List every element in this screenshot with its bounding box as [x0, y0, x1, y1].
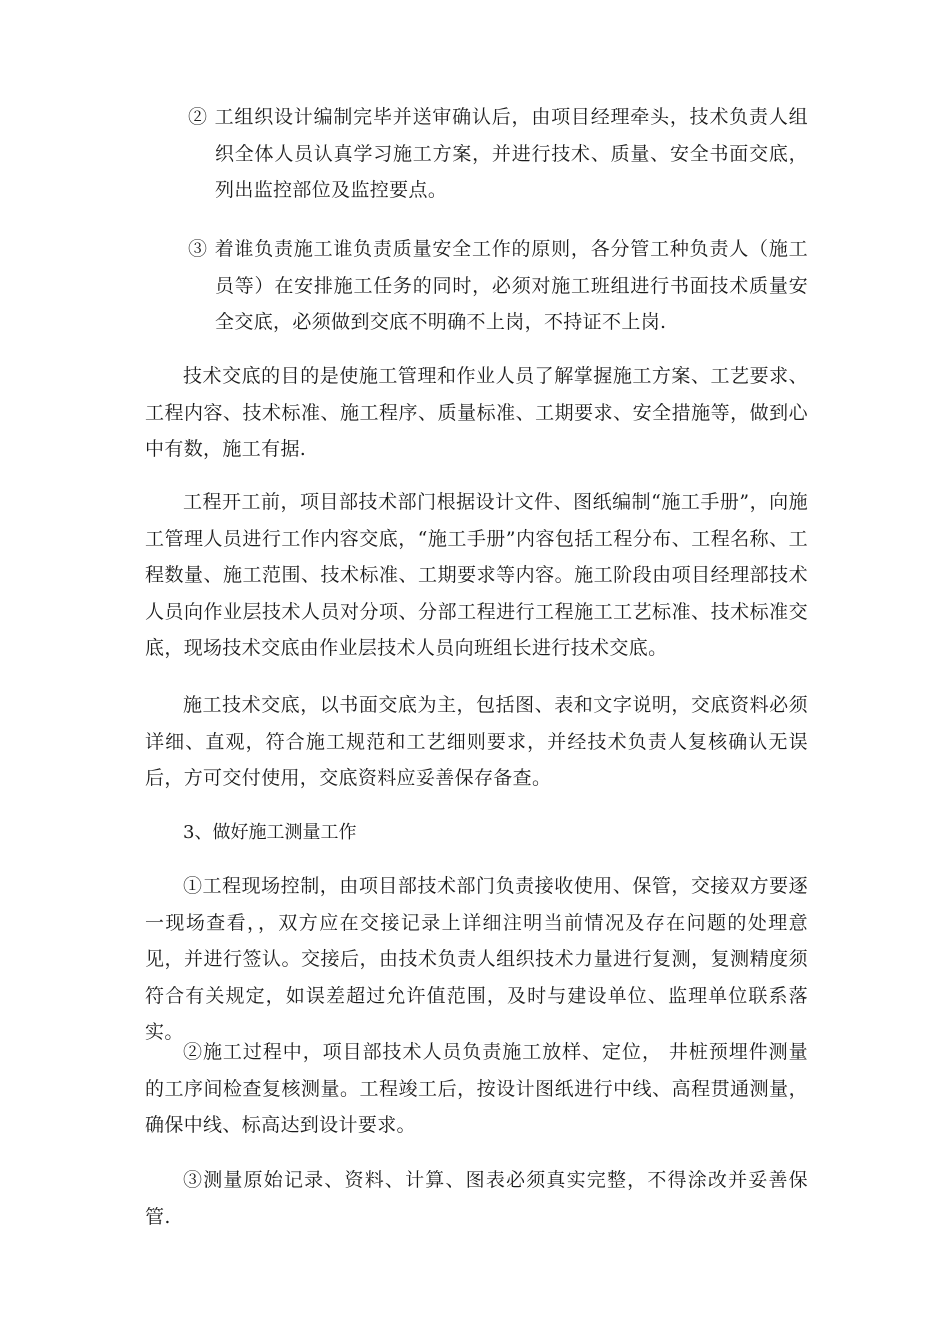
list-item-text: ③ 着谁负责施工谁负责质量安全工作的原则，各分管工种负责人（施工员等）在安排施工任务的同时，必须对施工班组进行书面技术质量安全交底，必须做到交底不明确不上岗，不持证不上岗. [188, 238, 808, 333]
paragraph-records: ③测量原始记录、资料、计算、图表必须真实完整，不得涂改并妥善保管. [145, 1169, 808, 1228]
list-item-3 [188, 231, 808, 341]
list-item-2 [188, 99, 808, 209]
paragraph-site-control: ①工程现场控制，由项目部技术部门负责接收使用、保管，交接双方要逐一现场查看，，双方应在交接记录上详细注明当前情况及存在问题的处理意见，并进行签认。交接后，由技术负责人组织技术力量进行复测，复测精度须符合有关规定，如误差超过允许值范围，及时与建设单位、监理单位联系落实。 [145, 875, 808, 1043]
paragraph-purpose: 技术交底的目的是使施工管理和作业人员了解掌握施工方案、工艺要求、工程内容、技术标准、施工程序、质量标准、工期要求、安全措施等，做到心中有数，施工有据. [145, 365, 808, 460]
paragraph-handbook: 工程开工前，项目部技术部门根据设计文件、图纸编制“施工手册”，向施工管理人员进行工作内容交底，“施工手册”内容包括工程分布、工程名称、工程数量、施工范围、技术标准、工期要求等内容。施工阶段由项目经理部技术人员向作业层技术人员对分项、分部工程进行工程施工工艺标准、技术标准交底，现场技术交底由作业层技术人员向班组长进行技术交底。 [145, 491, 808, 659]
section-heading: 3、做好施工测量工作 [183, 822, 357, 843]
paragraph-written-disclosure: 施工技术交底，以书面交底为主，包括图、表和文字说明，交底资料必须详细、直观，符合施工规范和工艺细则要求，并经技术负责人复核确认无误后，方可交付使用，交底资料应妥善保存备查。 [145, 694, 808, 789]
paragraph-construction-process: ②施工过程中，项目部技术人员负责施工放样、定位， 井桩预埋件测量的工序间检查复核测量。工程竣工后，按设计图纸进行中线、高程贯通测量，确保中线、标高达到设计要求。 [145, 1041, 808, 1136]
list-item-text: ② 工组织设计编制完毕并送审确认后，由项目经理牵头，技术负责人组织全体人员认真学习施工方案，并进行技术、质量、安全书面交底，列出监控部位及监控要点。 [188, 106, 808, 201]
